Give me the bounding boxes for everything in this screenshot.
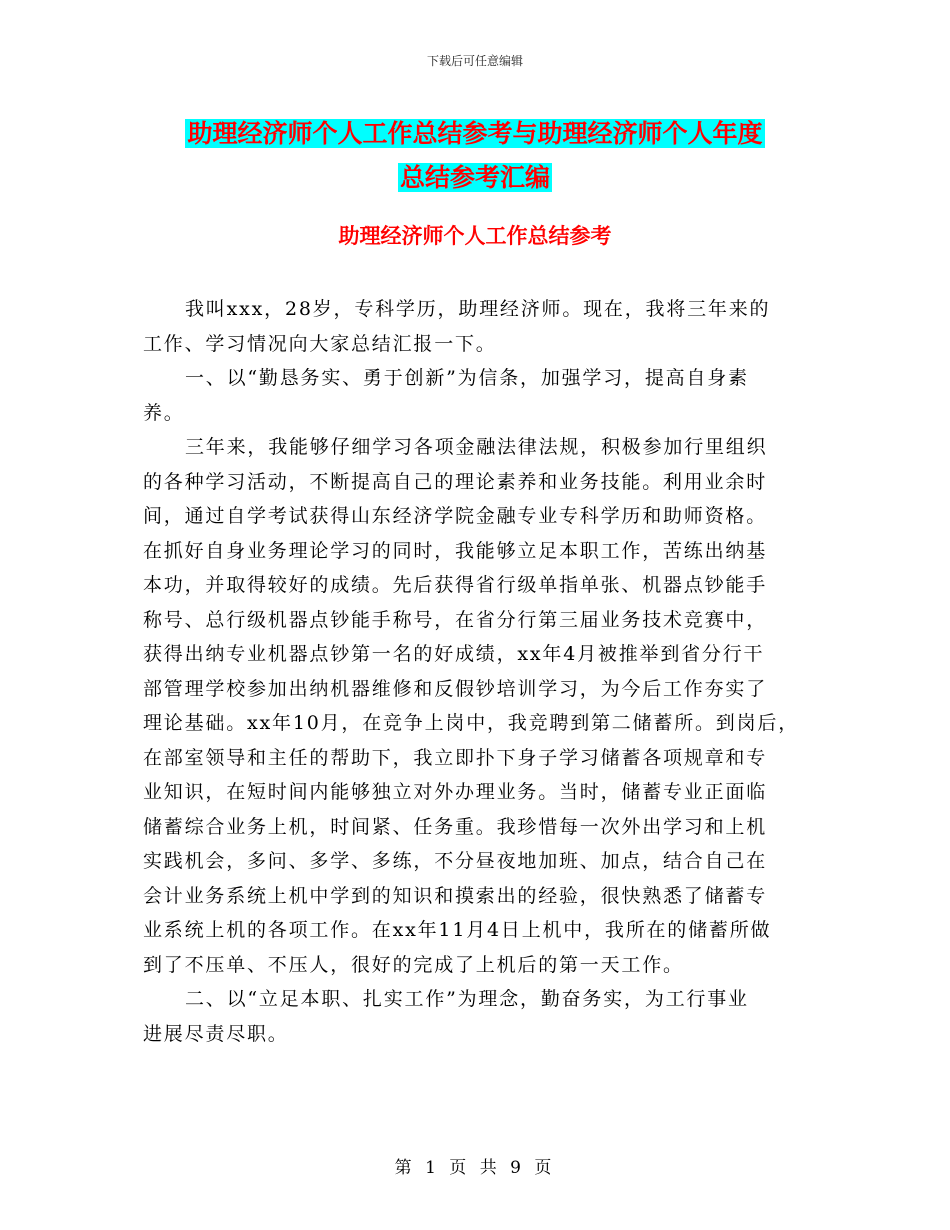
body-text-line: 会计业务系统上机中学到的知识和摸索出的经验，很快熟悉了储蓄专 [143,884,768,907]
title-line-1: 助理经济师个人工作总结参考与助理经济师个人年度 [187,119,763,148]
body-text-line: 二、以“立足本职、扎实工作”为理念，勤奋务实，为工行事业 [185,988,749,1010]
body-text-line: 我叫xxx，28岁，专科学历，助理经济师。现在，我将三年来的 [185,298,771,320]
body-text-line: 到了不压单、不压人，很好的完成了上机后的第一天工作。 [143,953,684,976]
body-text-line: 在抓好自身业务理论学习的同时，我能够立足本职工作，苦练出纳基 [143,539,768,562]
title-line-2: 总结参考汇编 [399,163,550,192]
body-text-line: 部管理学校参加出纳机器维修和反假钞培训学习，为今后工作夯实了 [143,677,768,700]
page-header-note: 下载后可任意编辑 [426,54,523,68]
body-text-line: 称号、总行级机器点钞能手称号，在省分行第三届业务技术竞赛中， [143,608,768,631]
body-text-line: 业知识，在短时间内能够独立对外办理业务。当时，储蓄专业正面临 [143,781,768,803]
body-text-line: 的各种学习活动，不断提高自己的理论素养和业务技能。利用业余时 [143,470,768,493]
body-text-line: 理论基础。xx年10月，在竞争上岗中，我竞聘到第二储蓄所。到岗后， [143,712,800,734]
body-text-line: 在部室领导和主任的帮助下，我立即扑下身子学习储蓄各项规章和专 [143,746,768,769]
body-text-line: 本功，并取得较好的成绩。先后获得省行级单指单张、机器点钞能手 [143,574,768,596]
body-text-line: 进展尽责尽职。 [143,1022,289,1045]
body-text-line: 工作、学习情况向大家总结汇报一下。 [143,332,497,355]
body-text-line: 一、以“勤恳务实、勇于创新”为信条，加强学习，提高自身素 [185,367,749,389]
body-text-line: 实践机会，多问、多学、多练，不分昼夜地加班、加点，结合自己在 [143,850,768,872]
document-body [143,292,823,1051]
body-text-line: 间，通过自学考试获得山东经济学院金融专业专科学历和助师资格。 [143,505,768,527]
page-number: 第 1 页 共 9 页 [394,1158,556,1178]
section-title: 助理经济师个人工作总结参考 [338,224,612,248]
body-text-line: 业系统上机的各项工作。在xx年11月4日上机中，我所在的储蓄所做 [143,919,772,941]
body-text-line: 储蓄综合业务上机，时间紧、任务重。我珍惜每一次外出学习和上机 [143,815,768,838]
body-text-line: 获得出纳专业机器点钞第一名的好成绩，xx年4月被推举到省分行干 [143,643,765,665]
body-text-line: 养。 [143,401,185,424]
document-title [0,112,950,200]
body-text-line: 三年来，我能够仔细学习各项金融法律法规，积极参加行里组织 [185,436,768,458]
